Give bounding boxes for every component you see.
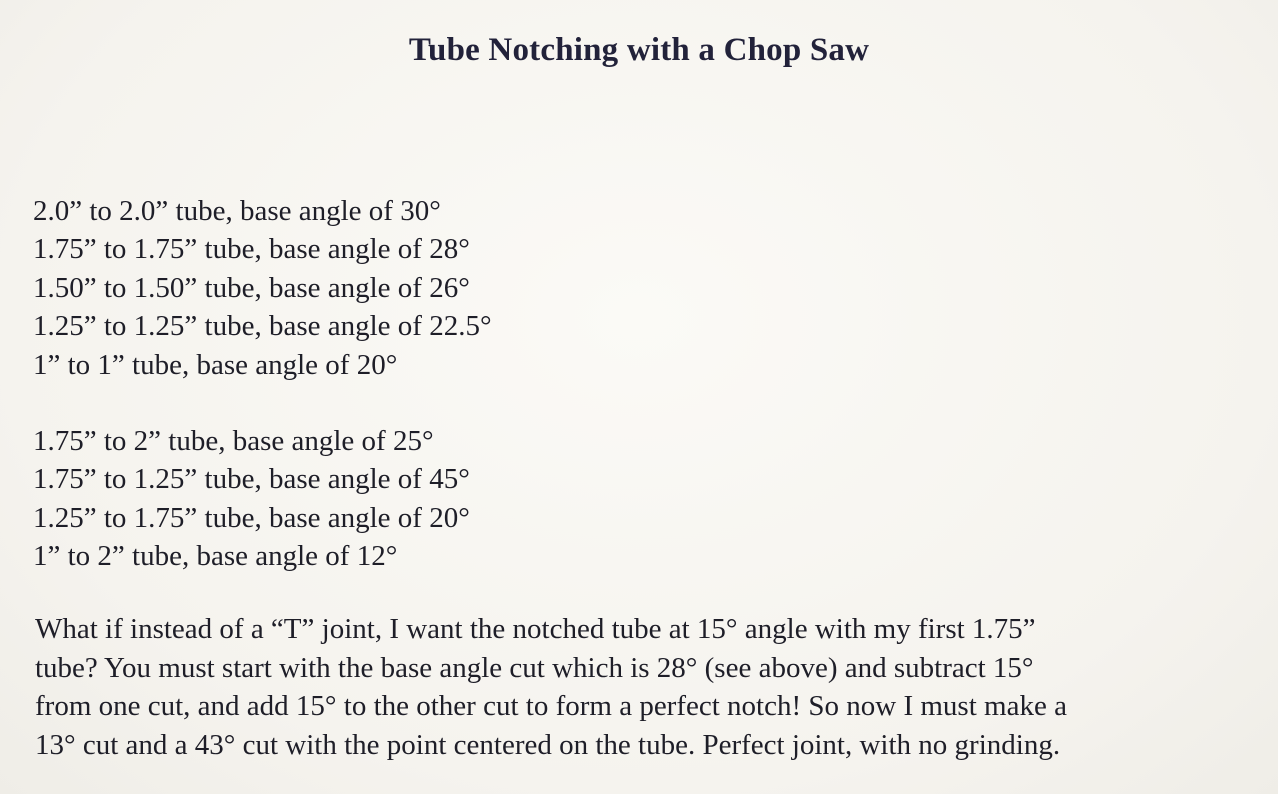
list-item: 1.75” to 2” tube, base angle of 25° (33, 425, 434, 457)
base-angle-list-mixed-tubes (33, 422, 470, 576)
list-item: 1.25” to 1.25” tube, base angle of 22.5° (33, 310, 492, 343)
list-item: 1.50” to 1.50” tube, base angle of 26° (33, 271, 470, 304)
paragraph-line: tube? You must start with the base angle cut which is 28° (see above) and subtract 15° (35, 651, 1034, 684)
list-item: 1.75” to 1.75” tube, base angle of 28° (33, 233, 470, 266)
list-item: 1” to 2” tube, base angle of 12° (33, 540, 398, 573)
explanation-paragraph (35, 610, 1260, 764)
base-angle-list-equal-tubes (33, 192, 492, 384)
paragraph-line: from one cut, and add 15° to the other cut to form a perfect notch! So now I must make a (35, 690, 1067, 722)
paragraph-line: 13° cut and a 43° cut with the point centered on the tube. Perfect joint, with no grinding. (35, 728, 1061, 761)
list-item: 2.0” to 2.0” tube, base angle of 30° (33, 195, 441, 227)
list-item: 1” to 1” tube, base angle of 20° (33, 348, 398, 381)
paragraph-line: What if instead of a “T” joint, I want the notched tube at 15° angle with my first 1.75” (35, 613, 1036, 645)
document-title: Tube Notching with a Chop Saw (408, 32, 870, 68)
list-item: 1.75” to 1.25” tube, base angle of 45° (33, 463, 470, 496)
list-item: 1.25” to 1.75” tube, base angle of 20° (33, 501, 470, 534)
